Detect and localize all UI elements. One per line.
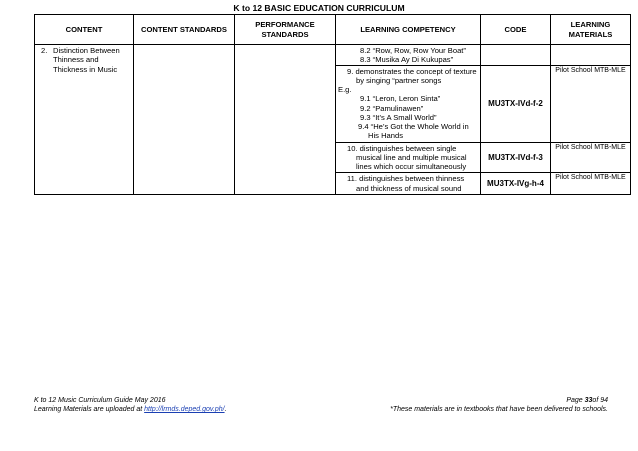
footer-right (390, 396, 608, 414)
competency-cell (336, 142, 481, 173)
header-code: CODE (481, 15, 551, 45)
footer-uploaded (34, 405, 227, 414)
footer-uploaded-text: Learning Materials are uploaded at (34, 406, 145, 414)
competency-line: 8.2 “Row, Row, Row Your Boat” (360, 46, 466, 55)
document-title: K to 12 BASIC EDUCATION CURRICULUM (233, 3, 405, 13)
competency-line: 11. distinguishes between thinness and thickness of musical sound (347, 174, 465, 193)
competency-cell (336, 65, 481, 142)
header-performance-standards: PERFORMANCE STANDARDS (235, 15, 336, 45)
code-cell: MU3TX-IVd-f-2 (481, 65, 551, 142)
header-content: CONTENT (35, 15, 134, 45)
footer-url-link[interactable]: http://lrmds.deped.gov.ph/ (144, 406, 225, 414)
competency-line: 8.3 “Musika Ay Di Kukupas” (360, 55, 454, 65)
competency-line: 9. demonstrates the concept of texture by singing “partner songs (347, 66, 477, 85)
content-standards-cell (134, 45, 235, 195)
content-line: Distinction Between (53, 46, 120, 55)
performance-standards-cell (235, 45, 336, 195)
footer-left (34, 396, 227, 414)
content-number: 2. (41, 46, 48, 55)
content-cell (35, 45, 134, 195)
page-number: 33 (584, 397, 593, 404)
header-learning-competency: LEARNING COMPETENCY (336, 15, 481, 45)
example-line: 9.2 “Pamulinawen” (360, 103, 424, 113)
competency-line: 10. distinguishes between single musical line and multiple musical lines which occur simultaneously (347, 143, 467, 171)
table-row (35, 45, 631, 66)
content-line: Thickness in Music (53, 64, 118, 74)
materials-cell: Pilot School MTB-MLE (551, 173, 631, 195)
header-learning-materials: LEARNING MATERIALS (551, 15, 631, 45)
eg-label: E.g. (338, 85, 352, 94)
example-line: 9.1 “Leron, Leron Sinta” (360, 94, 441, 104)
competency-cell (336, 45, 481, 66)
page-indicator (390, 396, 608, 405)
example-line: 9.3 “It’s A Small World” (360, 112, 437, 122)
footer-note: *These materials are in textbooks that have been delivered to schools. (390, 406, 608, 414)
example-line: 9.4 “He’s Got the Whole World in His Hands (358, 122, 469, 141)
code-cell (481, 45, 551, 66)
page-prefix: Page (566, 397, 585, 404)
code-cell: MU3TX-IVg-h-4 (481, 173, 551, 195)
materials-cell (551, 45, 631, 66)
materials-cell: Pilot School MTB-MLE (551, 65, 631, 142)
footer-uploaded-suffix: . (224, 406, 227, 414)
footer-guide: K to 12 Music Curriculum Guide May 2016 (34, 397, 166, 404)
content-line: Thinness and (53, 55, 99, 65)
competency-cell (336, 173, 481, 195)
header-content-standards: CONTENT STANDARDS (134, 15, 235, 45)
page-suffix: of 94 (592, 397, 608, 404)
curriculum-table (34, 14, 631, 195)
code-cell: MU3TX-IVd-f-3 (481, 142, 551, 173)
header-row (35, 15, 631, 45)
materials-cell: Pilot School MTB-MLE (551, 142, 631, 173)
